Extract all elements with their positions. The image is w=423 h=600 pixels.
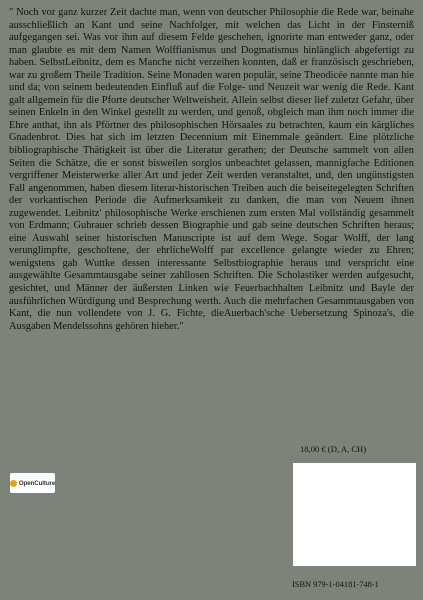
publisher-logo-text: OpenCulture — [18, 479, 56, 487]
globe-icon — [10, 480, 17, 487]
barcode-area — [293, 463, 416, 566]
price-label: 18,00 € (D, A, CH) — [300, 444, 367, 454]
publisher-logo — [10, 473, 55, 493]
isbn-label: ISBN 979-1-04181-748-1 — [292, 580, 379, 589]
back-cover-blurb: " Noch vor ganz kurzer Zeit dachte man, wenn von deutscher Philosophie die Rede war, beinahe ausschließlich an Kant und seine Nachfolger, mit welchen das Licht in der Finsterniß aufgegangen sei. Was vor ihm auf diesem Felde geschehen, ignorirte man entweder ganz, oder man glaubte es mit dem Namen Wolffianismus und Dogmatismus hinlänglich abgefertigt zu haben. SelbstLeibnitz, dem es Manche nicht verzeihen konnten, daß er französisch geschrieben, war zu großem Theile Tradition. Seine Monaden waren populär, seine Theodicée nannte man hie und da; von seinem bedeutenden Einfluß auf die Folge- und Neuzeit war wenig die Rede. Kant galt allgemein für die Pforte deutscher Weltweisheit. Allein selbst dieser lief zuletzt Gefahr, über seinen Enkeln in den Winkel gestellt zu werden, und genoß, obgleich man ihm noch immer die Ehre anthat, ihn als Pförtner des philosophischen Hörsaales zu betrachten, kaum ein kärgliches Gnadenbrot. Dies hat sich im letzten Decennium mit Einemmale geändert. Eine plötzliche bibliographische Thätigkeit ist über die Literatur gerathen; der Deutsche sammelt von allen Seiten die Schätze, die er sonst bisweilen sorglos unbeachtet gelassen, mannigfache Editionen vergriffener Meisterwerke aller Art und jeder Zeit werden veranstaltet, und, den ungünstigsten Fall angenommen, haben diesem literar-historischen Treiben auch die beiseitegelegten Schriften der vorkantischen Periode die Aufmerksamkeit zu danken, die man von Neuem ihnen zugewendet. Leibnitz' philosophische Werke erschienen zum ersten Mal vollständig gesammelt von Erdmann; Guhrauer schrieb dessen Biographie und gab seine deutschen Schriften heraus; eine Auswahl seiner historischen Manuscripte ist auf dem Wege. Sogar Wolff, der lang verunglimpfte, gescholtene, der ehrlicheWolff par excellence gelangte wieder zu Ehren; wenigstens gab Wuttke dessen interessante Selbstbiographie heraus und verspricht eine ausgewählte Gesammtausgabe seiner zahllosen Schriften. Die Scholastiker werden aufgesucht, gesichtet, und Männer der äußersten Linken wie Feuerbachhalten Leibnitz und Bayle der ausführlichen Würdigung und Besprechung werth. Auch die mehrfachen Gesammtausgaben von Kant, die nun vollendete von J. G. Fichte, dieAuerbach'sche Uebersetzung Spinoza's, die Ausgaben Mendelssohns gehören hieher." — [9, 7, 414, 332]
